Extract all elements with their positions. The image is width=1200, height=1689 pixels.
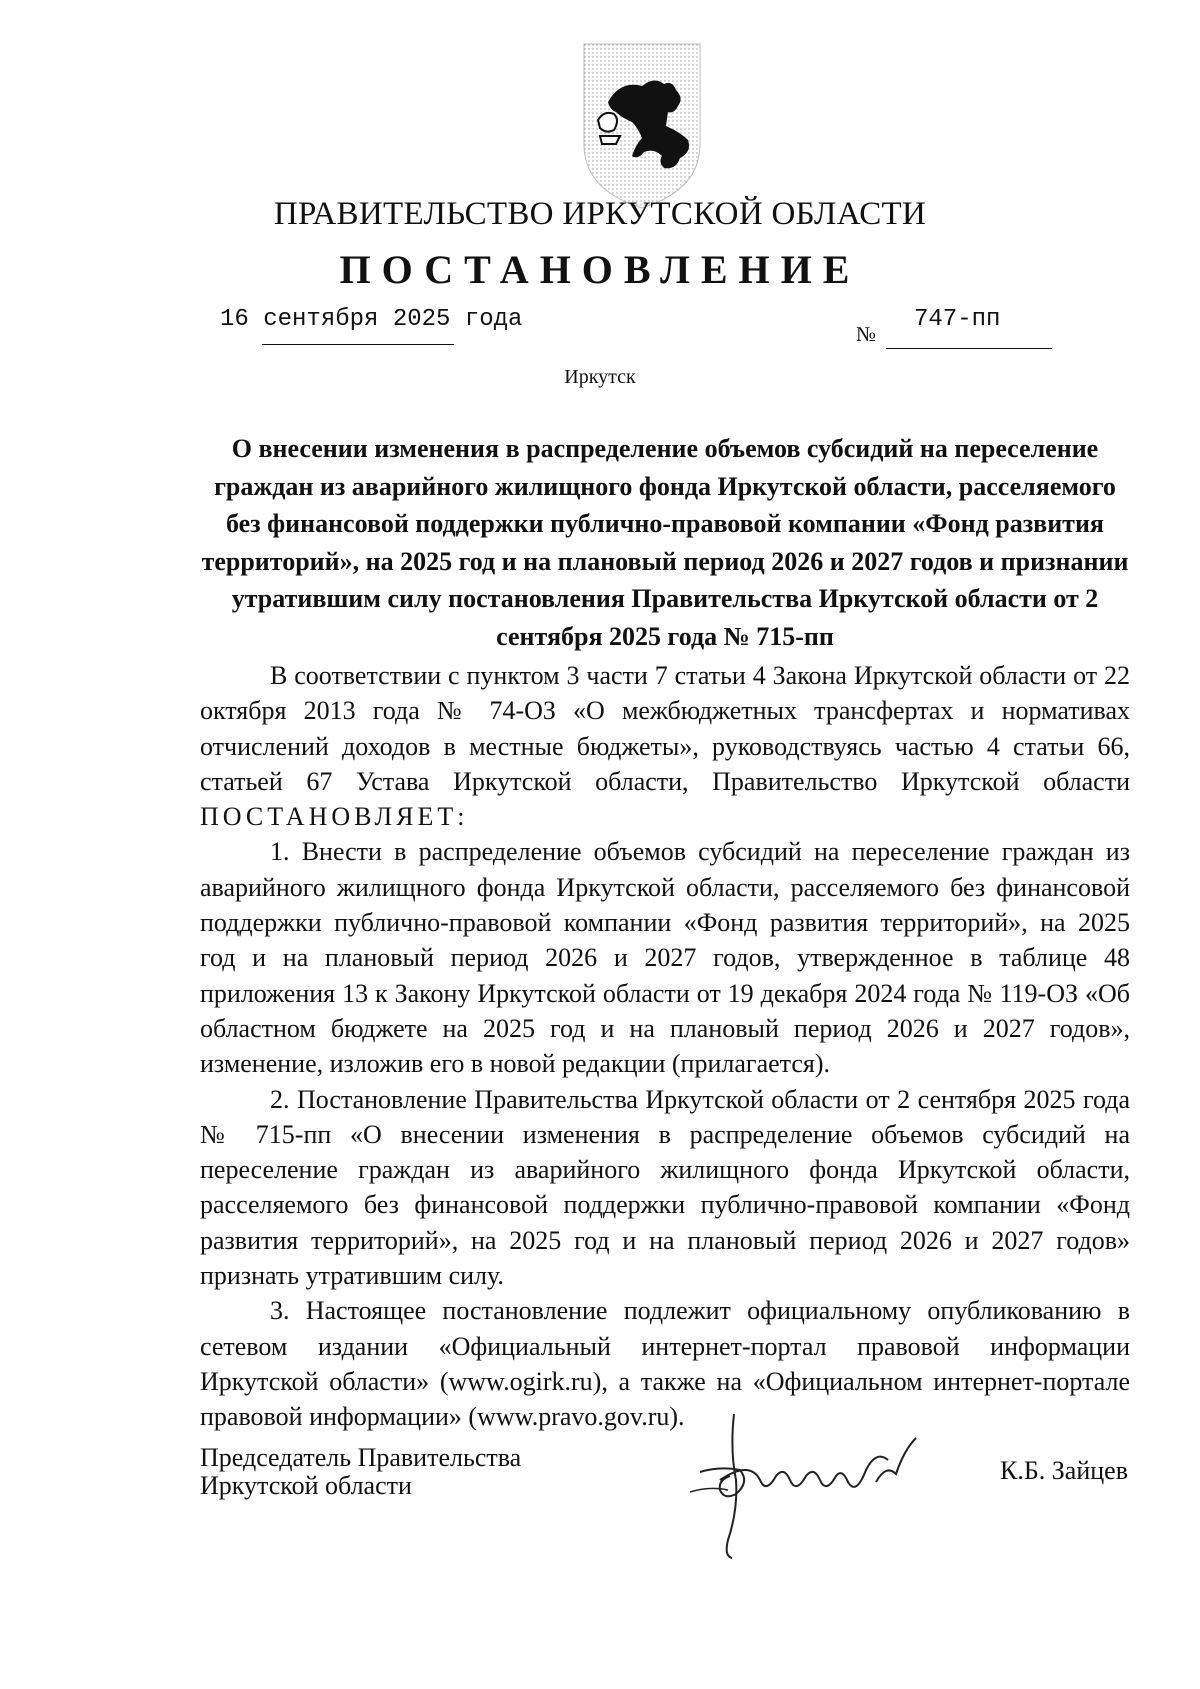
number-underline xyxy=(886,348,1052,349)
decree-subject: О внесении изменения в распределение объемов субсидий на переселение граждан из аварийного жилищного фонда Иркутской области, расселяемого без финансовой поддержки публично-правовой компании «Фонд развития территорий», на 2025 год и на плановый период 2026 и 2027 годов и признании утратившим силу постановления Правительства Иркутской области от 2 сентября 2025 года № 715-пп xyxy=(201,434,1129,651)
item-2-paragraph: 2. Постановление Правительства Иркутской области от 2 сентября 2025 года № 715-пп «О внесении изменения в распределение объемов субсидий на переселение граждан из аварийного жилищного фонда Иркутской области, расселяемого без финансовой поддержки публично-правовой компании «Фонд развития территорий», на 2025 год и на плановый период 2026 и 2027 годов» признать утратившим силу. xyxy=(200,1084,1130,1291)
signatory-name: К.Б. Зайцев xyxy=(1000,1456,1128,1485)
item-1-paragraph: 1. Внести в распределение объемов субсидий на переселение граждан из аварийного жилищного фонда Иркутской области, расселяемого без финансовой поддержки публично-правовой компании «Фонд развития территорий», на 2025 год и на плановый период 2026 и 2027 годов, утвержденное в таблице 48 приложения 13 к Закону Иркутской области от 19 декабря 2024 года № 119-ОЗ «Об областном бюджете на 2025 год и на плановый период 2026 и 2027 годов», изменение, изложив его в новой редакции (прилагается). xyxy=(200,837,1130,1079)
position-line-1: Председатель Правительства xyxy=(200,1443,522,1472)
handwritten-signature xyxy=(680,1410,950,1560)
decree-number: 747-пп xyxy=(914,306,1001,333)
government-title: ПРАВИТЕЛЬСТВО ИРКУТСКОЙ ОБЛАСТИ xyxy=(273,196,927,232)
decree-body xyxy=(200,658,1130,1435)
decrees-word: ПОСТАНОВЛЯЕТ: xyxy=(200,802,469,832)
city: Иркутск xyxy=(564,366,636,388)
number-sign: № xyxy=(856,322,877,346)
date-underline xyxy=(262,344,454,345)
date-block xyxy=(220,306,522,333)
document-type-title: ПОСТАНОВЛЕНИЕ xyxy=(339,247,861,292)
item-3-paragraph: 3. Настоящее постановление подлежит официальному опубликованию в сетевом издании «Официальный интернет-портал правовой информации Иркутской области» (www.ogirk.ru), а также на «Официальном интернет-портале правовой информации» (www.pravo.gov.ru). xyxy=(200,1296,1130,1432)
decree-date: 16 сентября 2025 года xyxy=(220,306,523,333)
position-line-2: Иркутской области xyxy=(200,1471,412,1500)
preamble-text: В соответствии с пунктом 3 части 7 статьи 4 Закона Иркутской области от 22 октября 2013 года № 74-ОЗ «О межбюджетных трансфертах и нормативах отчислений доходов в местные бюджеты», руководствуясь частью 4 статьи 66, статьей 67 Устава Иркутской области, Правительство Иркутской области xyxy=(200,661,1130,796)
signatory-position xyxy=(200,1444,521,1500)
preamble-paragraph xyxy=(200,658,1130,834)
coat-of-arms-icon xyxy=(580,40,704,212)
